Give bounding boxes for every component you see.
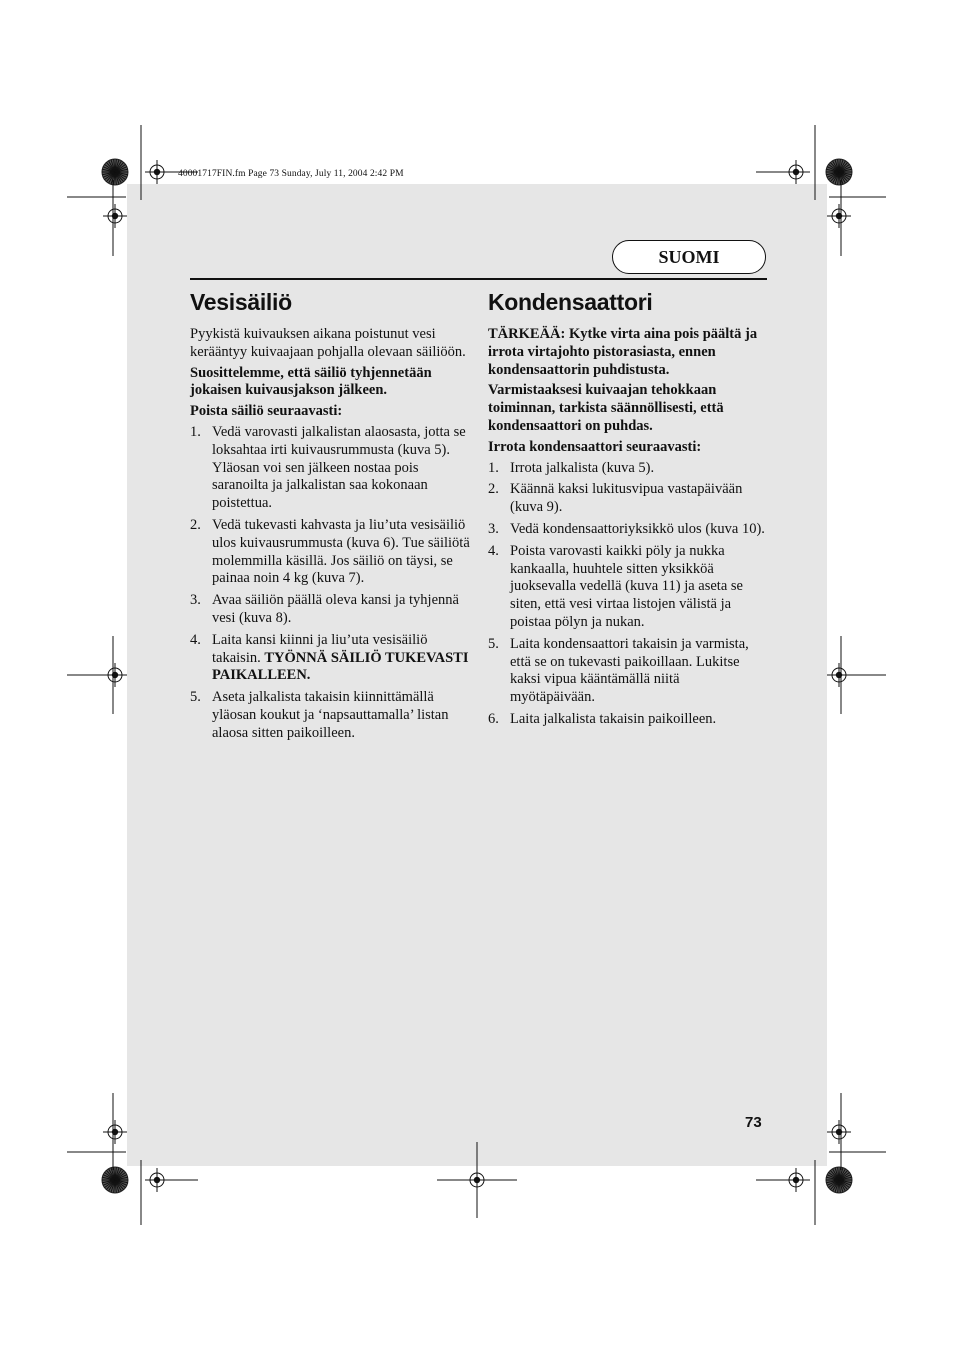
file-header: 40001717FIN.fm Page 73 Sunday, July 11, 2004 2:42 PM	[178, 169, 404, 179]
language-tab	[612, 240, 766, 274]
step-number: 3.	[488, 520, 499, 537]
column-condenser	[488, 286, 768, 733]
step-number: 2.	[190, 516, 201, 533]
step-number: 5.	[488, 635, 499, 652]
list-item	[488, 460, 768, 478]
step-text: Avaa säiliön päällä oleva kansi ja tyhjennä vesi (kuva 8).	[212, 592, 459, 626]
list-item	[488, 711, 768, 729]
important-note: TÄRKEÄÄ: Kytke virta aina pois päältä ja irrota virtajohto pistorasiasta, ennen kondensaattorin puhdistusta.	[488, 326, 758, 378]
page-number: 73	[745, 1114, 762, 1131]
step-emphasis: TYÖNNÄ SÄILIÖ TUKEVASTI PAIKALLEEN.	[212, 649, 469, 684]
step-number: 5.	[190, 689, 201, 706]
step-text: Poista varovasti kaikki pöly ja nukka kankaalla, huuhtele sitten yksikköä juoksevalla vedellä (kuva 11) ja aseta se siten, että vesi virtaa listojen välistä ja poistaa pölyn ja nukan.	[510, 542, 743, 630]
list-item	[190, 592, 470, 628]
language-tab-label: SUOMI	[658, 246, 720, 267]
step-number: 3.	[190, 592, 201, 609]
step-number: 2.	[488, 481, 499, 498]
column-water-tank	[190, 286, 470, 747]
steps-list-water-tank	[190, 424, 470, 743]
steps-list-condenser	[488, 460, 768, 729]
list-item	[488, 636, 768, 707]
step-text: Laita jalkalista takaisin paikoilleen.	[510, 710, 717, 727]
list-item	[190, 689, 470, 742]
step-number: 6.	[488, 710, 499, 727]
list-item	[190, 632, 470, 685]
list-item	[190, 424, 470, 513]
step-text: Laita kondensaattori takaisin ja varmista, että se on tukevasti paikoillaan. Lukitse kaksi vipua kääntämällä niitä myötäpäivään.	[510, 635, 749, 706]
section-heading-water-tank: Vesisäiliö	[190, 289, 292, 315]
steps-title: Poista säiliö seuraavasti:	[190, 403, 343, 420]
list-item	[190, 517, 470, 588]
step-number: 1.	[488, 459, 499, 476]
step-number: 4.	[190, 631, 201, 648]
step-text: Aseta jalkalista takaisin kiinnittämällä yläosan koukut ja ‘napsauttamalla’ listan alaosa sitten paikoilleen.	[212, 689, 449, 741]
step-text: Irrota jalkalista (kuva 5).	[510, 459, 655, 476]
list-item	[488, 481, 768, 517]
step-text: Vedä kondensaattoriyksikkö ulos (kuva 10).	[510, 520, 765, 537]
steps-title: Irrota kondensaattori seuraavasti:	[488, 438, 702, 455]
check-note: Varmistaaksesi kuivaajan tehokkaan toiminnan, tarkista säännöllisesti, että kondensaattori on puhdas.	[488, 382, 724, 434]
step-number: 4.	[488, 542, 499, 559]
intro-text: Pyykistä kuivauksen aikana poistunut vesi kerääntyy kuivaajaan pohjalla olevaan säiliöön.	[190, 326, 466, 360]
list-item	[488, 521, 768, 539]
recommendation-text: Suosittelemme, että säiliö tyhjennetään jokaisen kuivausjakson jälkeen.	[190, 364, 432, 399]
step-text: Käännä kaksi lukitusvipua vastapäivään (kuva 9).	[510, 481, 743, 516]
step-text: Vedä tukevasti kahvasta ja liu’uta vesisäiliö ulos kuivausrummusta (kuva 6). Tue säiliötä molemmilla käsillä. Jos säiliö on täysi, se painaa noin 4 kg (kuva 7).	[212, 516, 470, 587]
top-rule	[190, 278, 767, 280]
section-heading-condenser: Kondensaattori	[488, 289, 653, 315]
list-item	[488, 543, 768, 632]
step-text: Laita kansi kiinni ja liu’uta vesisäiliö takaisin.	[212, 631, 428, 666]
step-number: 1.	[190, 423, 201, 440]
step-text: Vedä varovasti jalkalistan alaosasta, jotta se loksahtaa irti kuivausrummusta (kuva 5). Yläosan voi sen jälkeen nostaa pois saranoilta ja jalkalistan saa kokonaan poistettua.	[212, 423, 466, 512]
